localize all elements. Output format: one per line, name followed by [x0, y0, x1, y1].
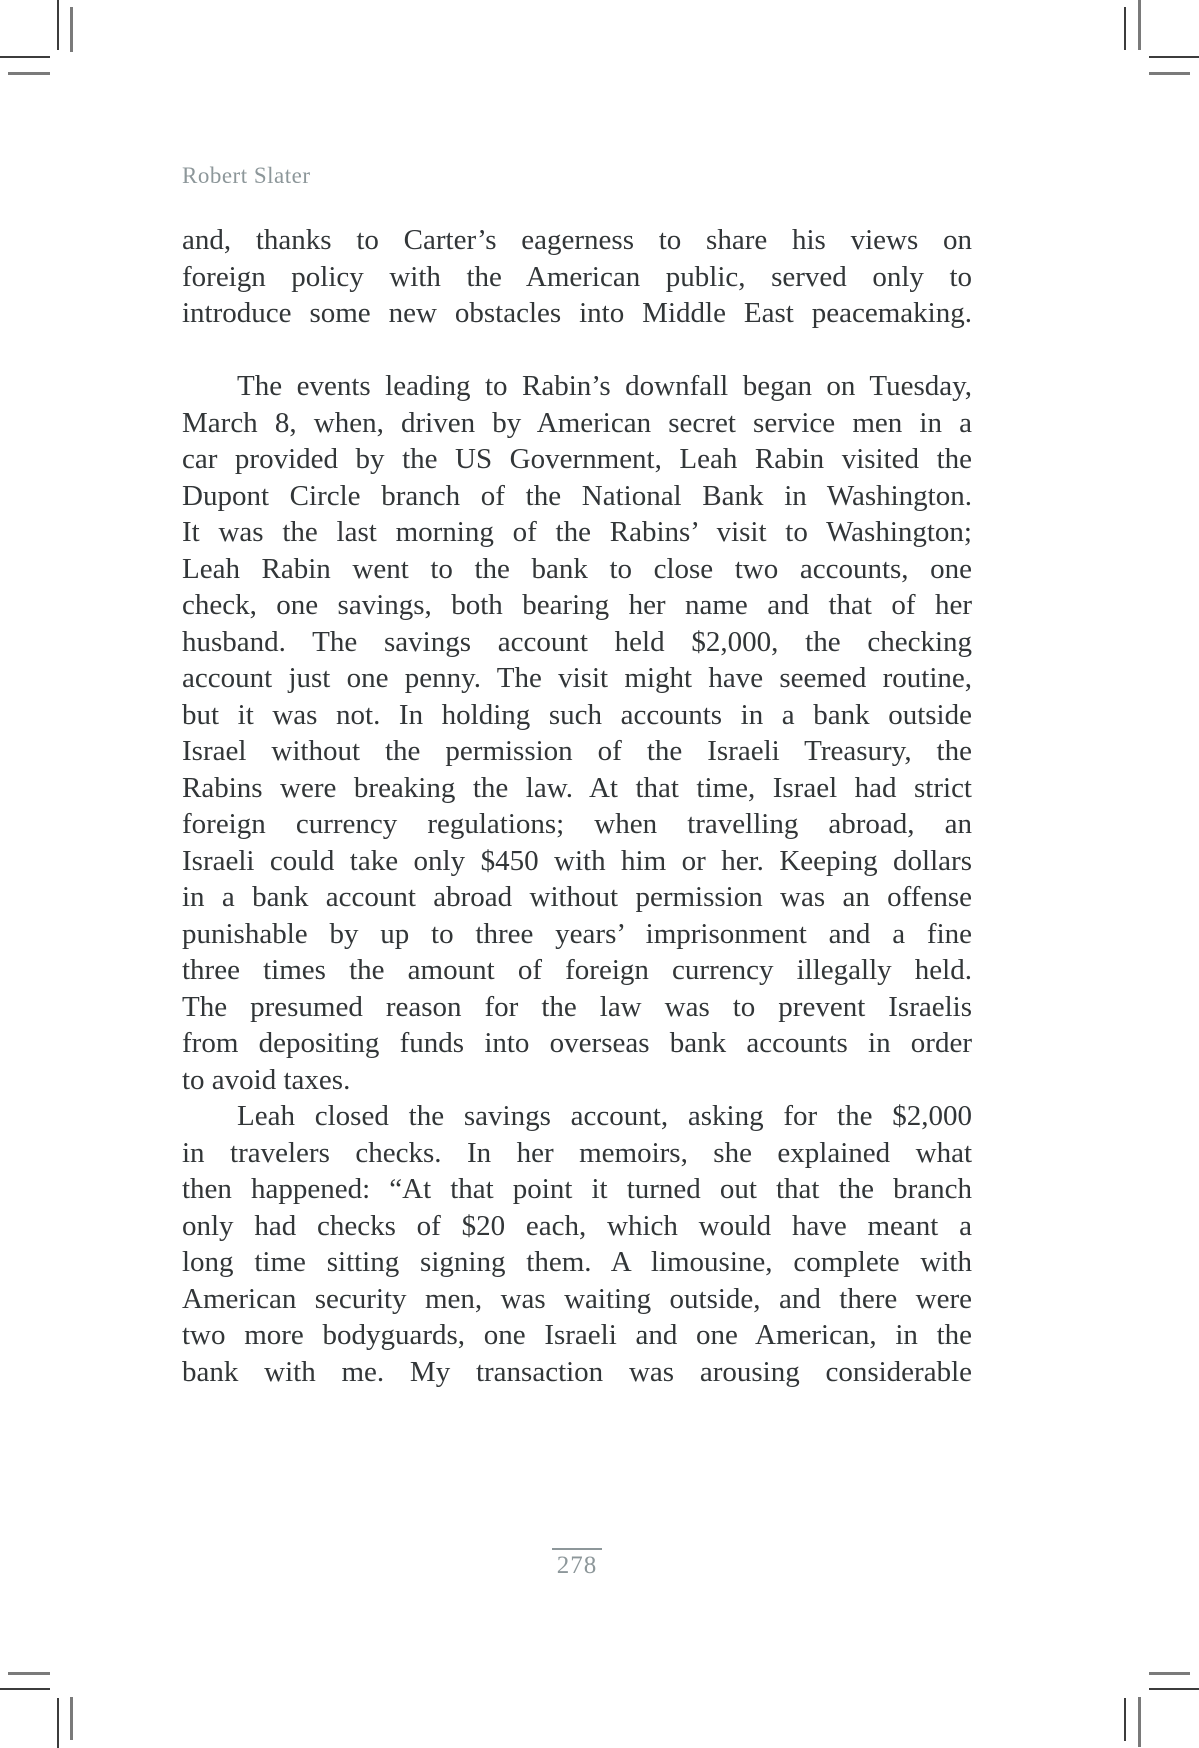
text-line: American security men, was waiting outside, and there were	[182, 1282, 972, 1315]
crop-mark-bottom-left-vertical-outer-icon	[57, 1698, 59, 1748]
page-footer	[182, 1548, 972, 1580]
text-line: introduce some new obstacles into Middle East peacemaking.	[182, 297, 972, 329]
body-text	[182, 222, 972, 1390]
text-line: but it was not. In holding such accounts in a bank outside	[182, 698, 972, 731]
text-line: The presumed reason for the law was to prevent Israelis	[182, 990, 972, 1023]
crop-mark-bottom-right-horizontal-outer-icon	[1149, 1688, 1199, 1690]
page-number: 278	[552, 1548, 603, 1580]
text-line: two more bodyguards, one Israeli and one American, in the	[182, 1319, 972, 1351]
text-line: three times the amount of foreign currency illegally held.	[182, 954, 972, 986]
crop-mark-top-left-horizontal-outer-icon	[0, 56, 50, 58]
text-line: from depositing funds into overseas bank accounts in order	[182, 1027, 972, 1059]
text-line: long time sitting signing them. A limousine, complete with	[182, 1246, 972, 1278]
text-line: Rabins were breaking the law. At that time, Israel had strict	[182, 771, 972, 804]
text-line: Israel without the permission of the Israeli Treasury, the	[182, 735, 972, 767]
text-line: in travelers checks. In her memoirs, she explained what	[182, 1136, 972, 1169]
paragraph	[182, 222, 972, 332]
text-line: only had checks of $20 each, which would have meant a	[182, 1209, 972, 1242]
text-line: Leah closed the savings account, asking for the $2,000	[237, 1100, 972, 1132]
crop-mark-top-left-horizontal-inner-icon	[8, 72, 50, 75]
crop-mark-bottom-left-horizontal-inner-icon	[8, 1672, 50, 1675]
text-line: The events leading to Rabin’s downfall began on Tuesday,	[237, 370, 972, 402]
paragraph	[182, 1098, 972, 1390]
text-line: and, thanks to Carter’s eagerness to share his views on	[182, 224, 972, 256]
text-line: husband. The savings account held $2,000, the checking	[182, 625, 972, 658]
text-line: car provided by the US Government, Leah Rabin visited the	[182, 443, 972, 475]
text-line: then happened: “At that point it turned out that the branch	[182, 1173, 972, 1205]
text-line: to avoid taxes.	[182, 1063, 351, 1096]
text-line: check, one savings, both bearing her name and that of her	[182, 589, 972, 621]
crop-mark-bottom-left-vertical-inner-icon	[70, 1697, 73, 1740]
text-line: bank with me. My transaction was arousing considerable	[182, 1355, 972, 1388]
crop-mark-top-left-vertical-outer-icon	[57, 0, 59, 50]
crop-mark-top-left-vertical-inner-icon	[70, 7, 73, 52]
text-line: foreign policy with the American public, served only to	[182, 260, 972, 293]
text-line: It was the last morning of the Rabins’ visit to Washington;	[182, 516, 972, 548]
crop-mark-bottom-left-horizontal-outer-icon	[0, 1688, 50, 1690]
crop-mark-bottom-right-vertical-outer-icon	[1138, 1697, 1141, 1747]
crop-mark-top-right-horizontal-inner-icon	[1149, 72, 1190, 75]
text-line: Israeli could take only $450 with him or her. Keeping dollars	[182, 844, 972, 877]
crop-mark-bottom-right-vertical-inner-icon	[1124, 1698, 1126, 1741]
crop-mark-top-right-horizontal-outer-icon	[1149, 56, 1199, 58]
text-line: March 8, when, driven by American secret service men in a	[182, 406, 972, 439]
text-line: Leah Rabin went to the bank to close two accounts, one	[182, 552, 972, 585]
text-line: foreign currency regulations; when travelling abroad, an	[182, 808, 972, 840]
paragraph	[182, 368, 972, 1098]
text-line: punishable by up to three years’ imprisonment and a fine	[182, 917, 972, 950]
running-header: Robert Slater	[182, 163, 311, 188]
crop-mark-top-right-vertical-outer-icon	[1138, 0, 1141, 50]
text-line: Dupont Circle branch of the National Bank in Washington.	[182, 479, 972, 512]
text-line: in a bank account abroad without permission was an offense	[182, 881, 972, 913]
crop-mark-bottom-right-horizontal-inner-icon	[1149, 1672, 1190, 1675]
text-line: account just one penny. The visit might have seemed routine,	[182, 662, 972, 694]
crop-mark-top-right-vertical-inner-icon	[1124, 7, 1126, 50]
